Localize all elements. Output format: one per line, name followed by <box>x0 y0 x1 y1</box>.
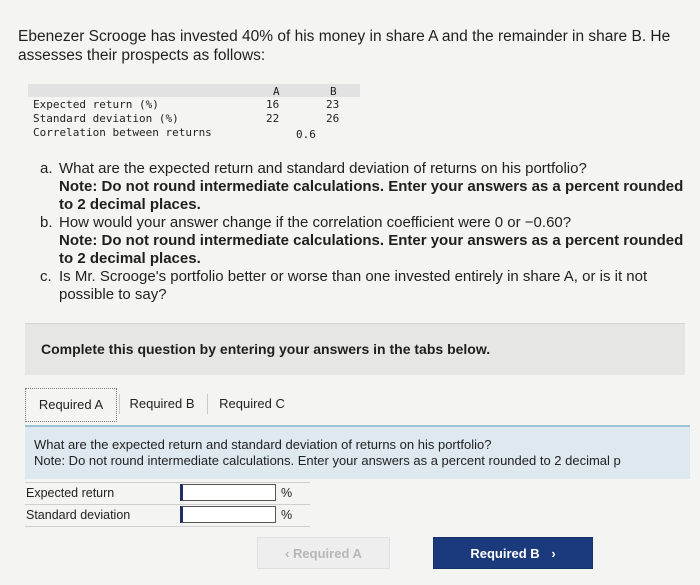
question-c <box>40 268 685 304</box>
row-label-standard-deviation: Standard deviation (%) <box>33 112 179 125</box>
tab-divider <box>207 394 208 414</box>
prompt-question: What are the expected return and standard deviation of returns on his portfolio? <box>34 437 492 452</box>
expected-return-label: Expected return <box>26 486 115 500</box>
question-a <box>40 160 685 214</box>
question-c-text-2: possible to say? <box>59 286 167 303</box>
answer-table <box>25 482 310 527</box>
row-label-correlation: Correlation between returns <box>33 126 212 139</box>
question-a-text: What are the expected return and standard deviation of returns on his portfolio? <box>59 160 587 177</box>
cell-standard-deviation-b: 26 <box>326 112 340 125</box>
problem-line-1: Ebenezer Scrooge has invested 40% of his money in share A and the remainder in share B. He <box>18 28 671 45</box>
row-label-expected-return: Expected return (%) <box>33 98 159 111</box>
chevron-right-icon: › <box>551 546 556 561</box>
tab-required-b[interactable]: Required B <box>129 396 195 411</box>
cell-expected-return-b: 23 <box>326 98 340 111</box>
col-header-b: B <box>330 85 337 98</box>
question-a-letter: a. <box>40 160 53 177</box>
question-b-note-2: to 2 decimal places. <box>59 250 201 267</box>
question-b-text: How would your answer change if the correlation coefficient were 0 or −0.60? <box>59 214 572 231</box>
chevron-left-icon: ‹ <box>285 546 290 561</box>
standard-deviation-input[interactable] <box>180 506 276 523</box>
tab-divider <box>119 394 120 414</box>
tab-required-a[interactable]: Required A <box>25 388 117 422</box>
answer-row-standard-deviation <box>25 505 310 527</box>
expected-return-input[interactable] <box>180 484 276 501</box>
problem-statement <box>18 27 678 65</box>
question-list <box>40 160 685 304</box>
standard-deviation-unit: % <box>281 508 293 522</box>
question-c-letter: c. <box>40 268 52 285</box>
table-header-band <box>28 84 360 97</box>
question-b-note-1: Note: Do not round intermediate calculations. Enter your answers as a percent rounded <box>59 232 684 249</box>
prev-button-label: Required A <box>293 546 362 561</box>
question-b <box>40 214 685 268</box>
question-a-note-2: to 2 decimal places. <box>59 196 201 213</box>
prompt-note: Note: Do not round intermediate calculations. Enter your answers as a percent rounded to 2 decimal p <box>34 453 621 468</box>
next-button-label: Required B <box>470 546 540 561</box>
question-a-note-1: Note: Do not round intermediate calculations. Enter your answers as a percent rounded <box>59 178 684 195</box>
problem-line-2: assesses their prospects as follows: <box>18 47 266 64</box>
instruction-banner <box>25 323 685 375</box>
tab-required-c[interactable]: Required C <box>219 396 285 411</box>
question-c-text-1: Is Mr. Scrooge's portfolio better or worse than one invested entirely in share A, or is it not <box>59 268 648 285</box>
question-b-letter: b. <box>40 214 53 231</box>
instruction-banner-text: Complete this question by entering your answers in the tabs below. <box>41 341 491 357</box>
required-a-prompt <box>25 425 690 479</box>
col-header-a: A <box>273 85 280 98</box>
prev-required-a-button[interactable] <box>257 537 390 569</box>
prospects-table <box>28 84 360 144</box>
next-required-b-button[interactable] <box>433 537 593 569</box>
cell-expected-return-a: 16 <box>266 98 280 111</box>
answer-row-expected-return <box>25 482 310 505</box>
expected-return-unit: % <box>281 486 293 500</box>
standard-deviation-label: Standard deviation <box>26 508 131 522</box>
cell-correlation: 0.6 <box>296 128 316 141</box>
cell-standard-deviation-a: 22 <box>266 112 280 125</box>
